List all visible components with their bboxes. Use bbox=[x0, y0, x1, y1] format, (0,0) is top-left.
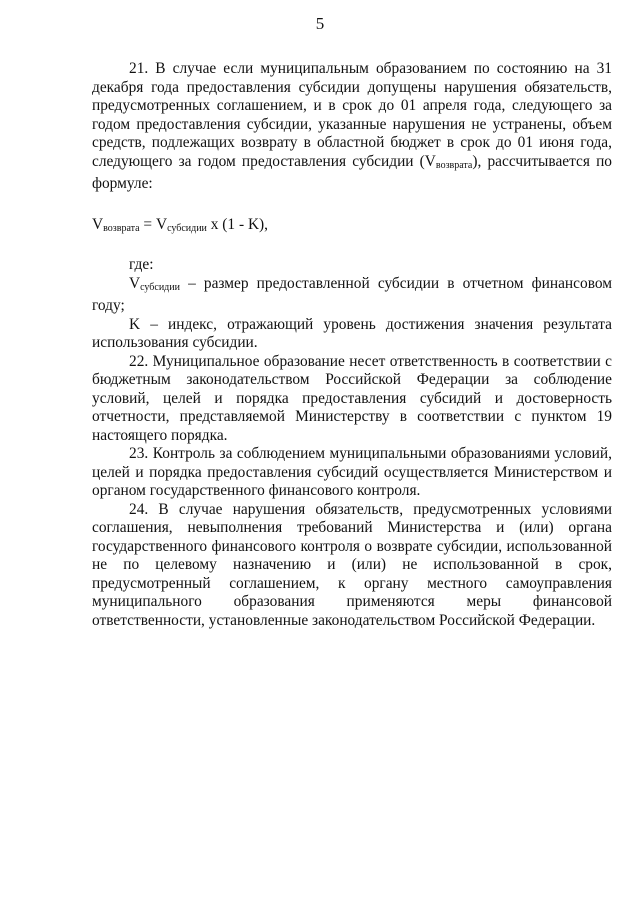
paragraph-23: 23. Контроль за соблюдением муниципальными образованиями условий, целей и порядка предоставления субсидий осуществляется Министерством и органом государственного финансового контроля. bbox=[92, 445, 612, 499]
paragraph-22: 22. Муниципальное образование несет ответственность в соответствии с бюджетным законодательством Российской Федерации за соблюдение условий, целей и порядка предоставления субсидий и достоверность отчетности, представляемой Министерству в соответствии с пунктом 19 настоящего порядка. bbox=[92, 352, 612, 444]
def-v-subscript: субсидии bbox=[140, 281, 180, 293]
paragraph-24: 24. В случае нарушения обязательств, предусмотренных условиями соглашения, невыполнения требований Министерства и (или) органа государственного финансового контроля о возврате субсидии, использованной не по целевому назначению и (или) не использованной в срок, предусмотренный соглашением, к органу местного самоуправления муниципального образования применяются меры финансовой ответственности, установленные законодательством Российской Федерации. bbox=[92, 500, 612, 629]
formula-rest: x (1 - K), bbox=[206, 215, 269, 233]
definition-k: K – индекс, отражающий уровень достижения значения результата использования субсидии. bbox=[92, 315, 612, 351]
formula-sub-return: возврата bbox=[103, 222, 140, 234]
formula-v-subsidy: = V bbox=[139, 215, 168, 233]
definition-v-subsidy bbox=[92, 275, 612, 316]
formula-v-return: V bbox=[92, 215, 104, 233]
page-number: 5 bbox=[315, 14, 325, 33]
paragraph-21 bbox=[92, 60, 612, 194]
where-label: где: bbox=[129, 256, 154, 273]
paragraph-21-text: 21. В случае если муниципальным образованием по состоянию на 31 декабря года предоставления субсидии допущены нарушения обязательств, предусмотренных соглашением, и в срок до 01 апреля года, следующего за годом предоставления субсидии, указанные нарушения не устранены, объем средств, подлежащих возврату в областной бюджет в срок до 01 июня года, следующего за годом предоставления субсидии (V bbox=[92, 60, 612, 170]
paragraph-21-tail: ), рассчитывается по формуле: bbox=[92, 152, 612, 192]
def-v-symbol: V bbox=[129, 274, 141, 292]
def-v-text: – размер предоставленной субсидии в отчетном финансовом году; bbox=[92, 274, 612, 314]
document-body bbox=[92, 60, 612, 630]
v-return-subscript: возврата bbox=[435, 159, 473, 171]
return-formula bbox=[92, 216, 612, 239]
formula-sub-subsidy: субсидии bbox=[167, 222, 207, 234]
